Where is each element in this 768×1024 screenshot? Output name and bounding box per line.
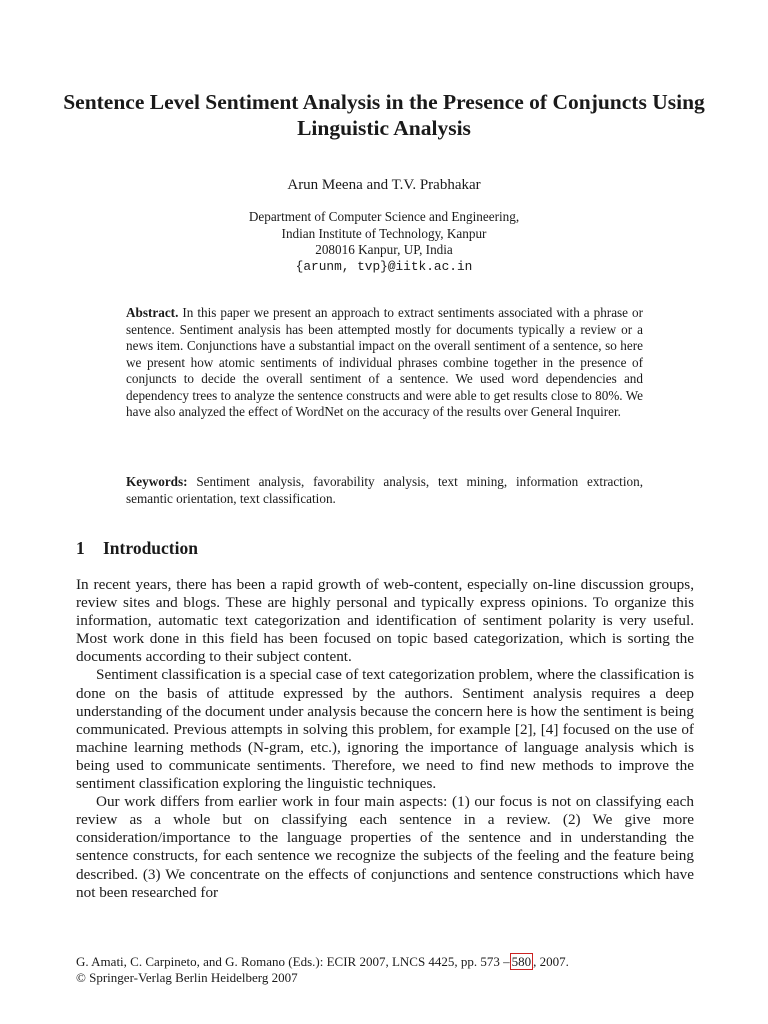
publication-footnote: [76, 954, 694, 986]
affiliation-department: Department of Computer Science and Engineering,: [248, 209, 520, 224]
citation-line: [76, 954, 694, 970]
copyright-line: © Springer-Verlag Berlin Heidelberg 2007: [76, 970, 298, 985]
abstract-text: In this paper we present an approach to extract sentiments associated with a phrase or sentence. Sentiment analysis has been attempted mostly for documents typically a review or a news item. Conjunctions have a substantial impact on the overall sentiment of a sentence, so here we present how atomic sentiments of individual phrases combine together in the presence of conjuncts to decide the overall sentiment of a sentence. We used word dependencies and dependency trees to analyze the sentence constructs and were able to get results close to 80%. We have also analyzed the effect of WordNet on the accuracy of the results over General Inquirer.: [126, 305, 643, 419]
paper-title: Sentence Level Sentiment Analysis in the Presence of Conjuncts Using Linguistic Analysis: [63, 90, 705, 140]
affiliation-institute: Indian Institute of Technology, Kanpur: [281, 225, 487, 241]
author-email: {arunm, tvp}@iitk.ac.in: [295, 258, 473, 274]
section-title: Introduction: [103, 538, 198, 558]
author-list: Arun Meena and T.V. Prabhakar: [287, 177, 481, 193]
keywords-text: Sentiment analysis, favorability analysis, text mining, information extraction, semantic orientation, text classification.: [126, 474, 643, 506]
section-body: [76, 576, 694, 902]
citation-text: G. Amati, C. Carpineto, and G. Romano (Eds.): ECIR 2007, LNCS 4425, pp. 573 –: [76, 954, 510, 969]
section-number: 1: [76, 538, 85, 558]
paragraph: In recent years, there has been a rapid growth of web-content, especially on-line discussion groups, review sites and blogs. These are highly personal and typically express opinions. To organize this information, automatic text categorization and identification of sentiment polarity is very useful. Most work done in this field has been focused on topic based categorization, which is sorting the documents according to their subject content.: [76, 576, 694, 666]
paragraph: Our work differs from earlier work in four main aspects: (1) our focus is not on classifying each review as a whole but on classifying each sentence in a review. (2) We give more consideration/importance to the language properties of the sentence and in understanding the sentence constructs, for each sentence we recognize the subjects of the feeling and the feature being described. (3) We concentrate on the effects of conjunctions and sentence constructions which have not been researched for: [76, 793, 694, 901]
keywords-label: Keywords:: [126, 474, 188, 489]
paragraph: Sentiment classification is a special case of text categorization problem, where the classification is done on the basis of attitude expressed by the authors. Sentiment analysis requires a deep understanding of the document under analysis because the concern here is how the sentiment is being communicated. Previous attempts in solving this problem, for example [2], [4] focused on the use of machine learning methods (N-gram, etc.), ignoring the importance of language analysis which is being used to communicate sentiments. Therefore, we need to find new methods to improve the sentiment classification exploring the linguistic techniques.: [76, 666, 695, 793]
abstract: [126, 305, 643, 421]
page-end-link[interactable]: 580: [511, 954, 532, 969]
keywords: [126, 474, 643, 507]
citation-year: , 2007.: [533, 954, 569, 969]
affiliation-block: [0, 209, 768, 275]
section-heading: [76, 537, 198, 559]
affiliation-address: 208016 Kanpur, UP, India: [315, 242, 453, 257]
abstract-label: Abstract.: [126, 305, 179, 320]
